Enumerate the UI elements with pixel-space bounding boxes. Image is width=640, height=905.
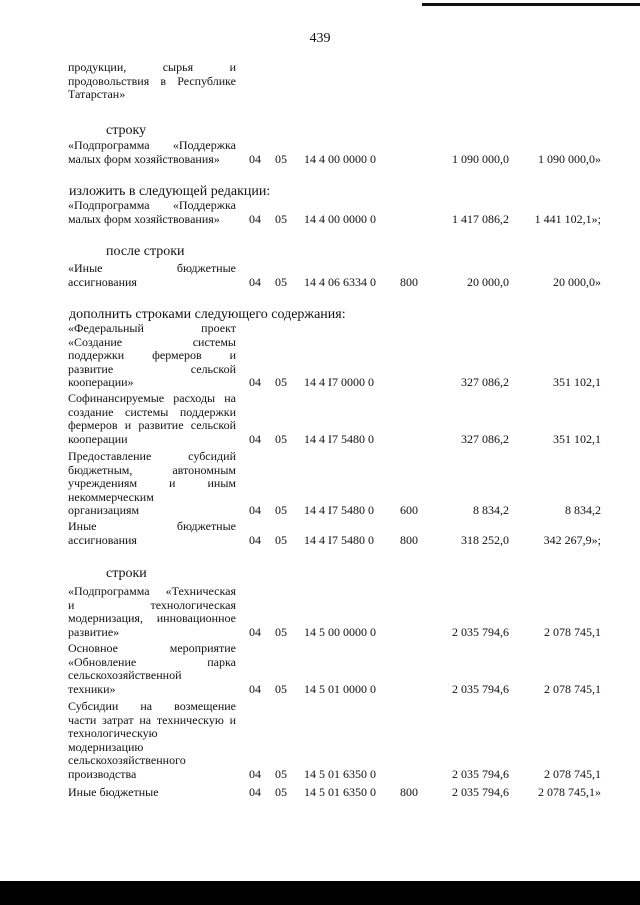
row-line: Основное мероприятие	[68, 641, 236, 655]
instruction-heading: строку	[106, 123, 147, 138]
row-line: «Подпрограмма «Поддержка	[68, 198, 236, 212]
row-line: некоммерческим	[68, 489, 154, 504]
row-section: 04	[249, 375, 261, 389]
row-amount-2: 2 078 745,1	[544, 766, 601, 781]
row-subsection: 05	[275, 532, 287, 547]
row-section: 04	[249, 766, 261, 781]
row-section: 04	[249, 785, 261, 799]
row-amount-1: 318 252,0	[461, 532, 509, 547]
row-line: организациям	[68, 503, 140, 517]
row-amount-2: 2 078 745,1	[544, 681, 601, 696]
row-subsection: 05	[275, 375, 287, 389]
row-line: Софинансируемые расходы на	[68, 391, 236, 405]
row-amount-2: 351 102,1	[553, 375, 601, 389]
row-line: «Иные бюджетные	[68, 261, 236, 275]
row-line: развитие»	[68, 624, 120, 639]
row-amount-1: 2 035 794,6	[452, 681, 509, 696]
row-section: 04	[249, 151, 261, 166]
row-line: малых форм хозяйствования»	[68, 211, 220, 226]
row-subsection: 05	[275, 431, 287, 446]
row-section: 04	[249, 624, 261, 639]
row-subsection: 05	[275, 785, 287, 799]
row-subsection: 05	[275, 681, 287, 696]
row-amount-2: 1 090 000,0»	[538, 151, 601, 166]
row-section: 04	[249, 681, 261, 696]
row-line: «Создание системы	[68, 334, 236, 349]
row-expense-type: 600	[400, 503, 418, 517]
intro-line: продукции, сырья и	[68, 60, 236, 74]
row-line: ассигнования	[68, 274, 137, 289]
row-target-article: 14 5 01 6350 0	[304, 785, 376, 799]
intro-line: продовольствия в Республике	[68, 73, 236, 88]
top-rule	[422, 3, 640, 6]
row-line: модернизация, инновационное	[68, 611, 236, 625]
row-amount-2: 2 078 745,1»	[538, 785, 601, 799]
row-line: Субсидии на возмещение	[68, 699, 236, 713]
row-line: части затрат на техническую и	[68, 712, 236, 727]
row-target-article: 14 4 I7 0000 0	[304, 375, 374, 389]
row-line: бюджетным, автономным	[68, 462, 236, 477]
row-amount-1: 20 000,0	[467, 274, 509, 289]
row-subsection: 05	[275, 624, 287, 639]
row-line: Иные бюджетные	[68, 785, 159, 799]
row-amount-2: 2 078 745,1	[544, 624, 601, 639]
row-line: развитие сельской	[68, 361, 236, 376]
instruction-heading: после строки	[106, 244, 185, 259]
row-line: создание системы поддержки	[68, 404, 236, 419]
row-line: кооперации»	[68, 375, 134, 389]
row-target-article: 14 4 I7 5480 0	[304, 503, 374, 517]
row-amount-1: 1 417 086,2	[452, 211, 509, 226]
instruction-heading: изложить в следующей редакции:	[69, 184, 271, 199]
row-amount-1: 1 090 000,0	[452, 151, 509, 166]
row-amount-1: 2 035 794,6	[452, 624, 509, 639]
row-target-article: 14 5 01 0000 0	[304, 681, 376, 696]
row-line: «Подпрограмма «Поддержка	[68, 138, 236, 152]
row-line: производства	[68, 766, 137, 781]
row-line: и технологическая	[68, 597, 236, 612]
row-section: 04	[249, 431, 261, 446]
row-line: сельскохозяйственного	[68, 753, 186, 767]
row-line: малых форм хозяйствования»	[68, 151, 220, 166]
row-line: «Подпрограмма «Техническая	[68, 584, 236, 598]
row-expense-type: 800	[400, 274, 418, 289]
row-section: 04	[249, 274, 261, 289]
row-target-article: 14 4 I7 5480 0	[304, 532, 374, 547]
row-amount-1: 8 834,2	[473, 503, 509, 517]
instruction-heading: строки	[106, 566, 147, 581]
bottom-scan-edge	[0, 881, 640, 905]
row-line: фермеров и развитие сельской	[68, 418, 236, 432]
row-line: техники»	[68, 681, 116, 696]
row-target-article: 14 5 00 0000 0	[304, 624, 376, 639]
row-amount-2: 8 834,2	[565, 503, 601, 517]
row-amount-2: 20 000,0»	[553, 274, 601, 289]
row-target-article: 14 5 01 6350 0	[304, 766, 376, 781]
row-line: «Обновление парка	[68, 654, 236, 669]
row-amount-2: 351 102,1	[553, 431, 601, 446]
instruction-heading: дополнить строками следующего содержания:	[69, 307, 346, 322]
row-target-article: 14 4 06 6334 0	[304, 274, 376, 289]
row-subsection: 05	[275, 274, 287, 289]
row-subsection: 05	[275, 503, 287, 517]
intro-line: Татарстан»	[68, 87, 126, 101]
row-expense-type: 800	[400, 785, 418, 799]
row-line: поддержки фермеров и	[68, 348, 236, 362]
row-subsection: 05	[275, 151, 287, 166]
row-target-article: 14 4 00 0000 0	[304, 151, 376, 166]
row-amount-1: 2 035 794,6	[452, 785, 509, 799]
row-amount-1: 327 086,2	[461, 375, 509, 389]
row-line: Иные бюджетные	[68, 519, 236, 533]
row-subsection: 05	[275, 766, 287, 781]
row-amount-2: 1 441 102,1»;	[534, 211, 601, 226]
row-line: ассигнования	[68, 532, 137, 547]
row-target-article: 14 4 00 0000 0	[304, 211, 376, 226]
row-line: технологическую	[68, 726, 158, 740]
row-subsection: 05	[275, 211, 287, 226]
row-target-article: 14 4 I7 5480 0	[304, 431, 374, 446]
row-line: учреждениям и иным	[68, 476, 236, 490]
row-line: кооперации	[68, 431, 128, 446]
row-amount-1: 2 035 794,6	[452, 766, 509, 781]
row-amount-2: 342 267,9»;	[543, 532, 601, 547]
row-line: «Федеральный проект	[68, 321, 236, 335]
row-line: Предоставление субсидий	[68, 449, 236, 463]
row-section: 04	[249, 532, 261, 547]
page-number: 439	[309, 31, 331, 46]
row-expense-type: 800	[400, 532, 418, 547]
row-line: модернизацию	[68, 739, 144, 754]
row-amount-1: 327 086,2	[461, 431, 509, 446]
row-section: 04	[249, 503, 261, 517]
row-section: 04	[249, 211, 261, 226]
row-line: сельскохозяйственной	[68, 668, 182, 682]
